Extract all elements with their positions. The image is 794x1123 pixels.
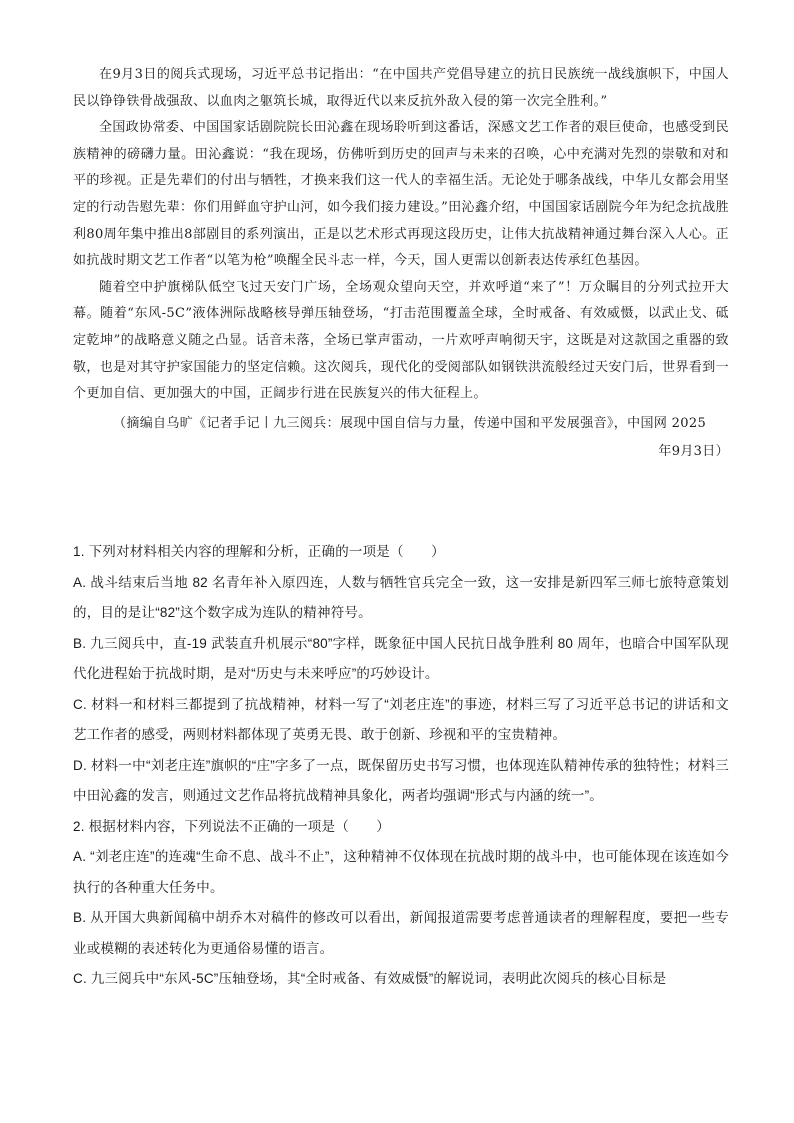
- question-2-option-a: A. “刘老庄连”的连魂“生命不息、战斗不止”，这种精神不仅体现在抗战时期的战斗中，也可能体现在该连如今执行的各种重大任务中。: [73, 849, 729, 895]
- passage-paragraph-1: 在9月3日的阅兵式现场，习近平总书记指出：“在中国共产党倡导建立的抗日民族统一战线旗帜下，中国人民以铮铮铁骨战强敌、以血肉之躯筑长城，取得近代以来反抗外敌入侵的第一次完全胜利。”: [73, 67, 729, 109]
- question-1-option-a: A. 战斗结束后当地 82 名青年补入原四连，人数与牺牲官兵完全一致，这一安排是新四军三师七旅特意策划的，目的是让“82”这个数字成为连队的精神符号。: [73, 574, 729, 620]
- question-2-stem: 2. 根据材料内容，下列说法不正确的一项是（ ）: [73, 818, 391, 834]
- question-2-option-c: C. 九三阅兵中“东风-5C”压轴登场，其“全时戒备、有效威慑”的解说词，表明此次阅兵的核心目标是: [73, 971, 667, 986]
- question-1-option-c: C. 材料一和材料三都提到了抗战精神，材料一写了“刘老庄连”的事迹，材料三写了习近平总书记的讲话和文艺工作者的感受，两则材料都体现了英勇无畏、敢于创新、珍视和平的宝贵精神。: [73, 696, 729, 742]
- source-citation-date: 年9月3日）: [658, 444, 729, 460]
- reading-passage: [73, 62, 729, 466]
- source-citation: （摘编自乌旷《记者手记丨九三阅兵：展现中国自信与力量，传递中国和平发展强音》，中国网 2025: [113, 415, 707, 431]
- question-1-option-b: B. 九三阅兵中，直-19 武装直升机展示“80”字样，既象征中国人民抗日战争胜利 80 周年，也暗合中国军队现代化进程始于抗战时期，是对“历史与未来呼应”的巧妙设计。: [73, 635, 729, 681]
- question-1-stem: 1. 下列对材料相关内容的理解和分析，正确的一项是（ ）: [73, 544, 445, 559]
- question-2-option-b: B. 从开国大典新闻稿中胡乔木对稿件的修改可以看出，新闻报道需要考虑普通读者的理解程度，要把一些专业或模糊的表述转化为更通俗易懂的语言。: [73, 910, 729, 956]
- passage-paragraph-2: 全国政协常委、中国国家话剧院院长田沁鑫在现场聆听到这番话，深感文艺工作者的艰巨使命，也感受到民族精神的磅礴力量。田沁鑫说：“我在现场，仿佛听到历史的回声与未来的召唤，心中充满对先烈的崇敬和对和平的珍视。正是先辈们的付出与牺牲，才换来我们这一代人的幸福生活。无论处于哪条战线，中华儿女都会用坚定的行动告慰先辈：你们用鲜血守护山河，如今我们接力建设。”田沁鑫介绍，中国国家话剧院今年为纪念抗战胜利80周年集中推出8部剧目的系列演出，正是以艺术形式再现这段历史，让伟大抗战精神通过舞台深入人心。正如抗战时期文艺工作者“以笔为枪”唤醒全民斗志一样，今天，国人更需以创新表达传承红色基因。: [73, 120, 729, 269]
- passage-paragraph-3: 随着空中护旗梯队低空飞过天安门广场，全场观众望向天空，并欢呼道“来了”！万众瞩目的分列式拉开大幕。随着“东风-5C”液体洲际战略核导弹压轴登场，“打击范围覆盖全球，全时戒备、有效威慑，以武止戈、砥定乾坤”的战略意义随之凸显。话音未落，全场已掌声雷动，一片欢呼声响彻天宇，这既是对这款国之重器的致敬，也是对其守护家国能力的坚定信赖。这次阅兵，现代化的受阅部队如钢铁洪流般经过天安门后，世界看到一个更加自信、更加强大的中国，正阔步行进在民族复兴的伟大征程上。: [73, 279, 729, 402]
- question-1-option-d: D. 材料一中“刘老庄连”旗帜的“庄”字多了一点，既保留历史书写习惯，也体现连队精神传承的独特性；材料三中田沁鑫的发言，则通过文艺作品将抗战精神具象化，两者均强调“形式与内涵的统一”。: [73, 757, 729, 803]
- question-section: [73, 537, 729, 995]
